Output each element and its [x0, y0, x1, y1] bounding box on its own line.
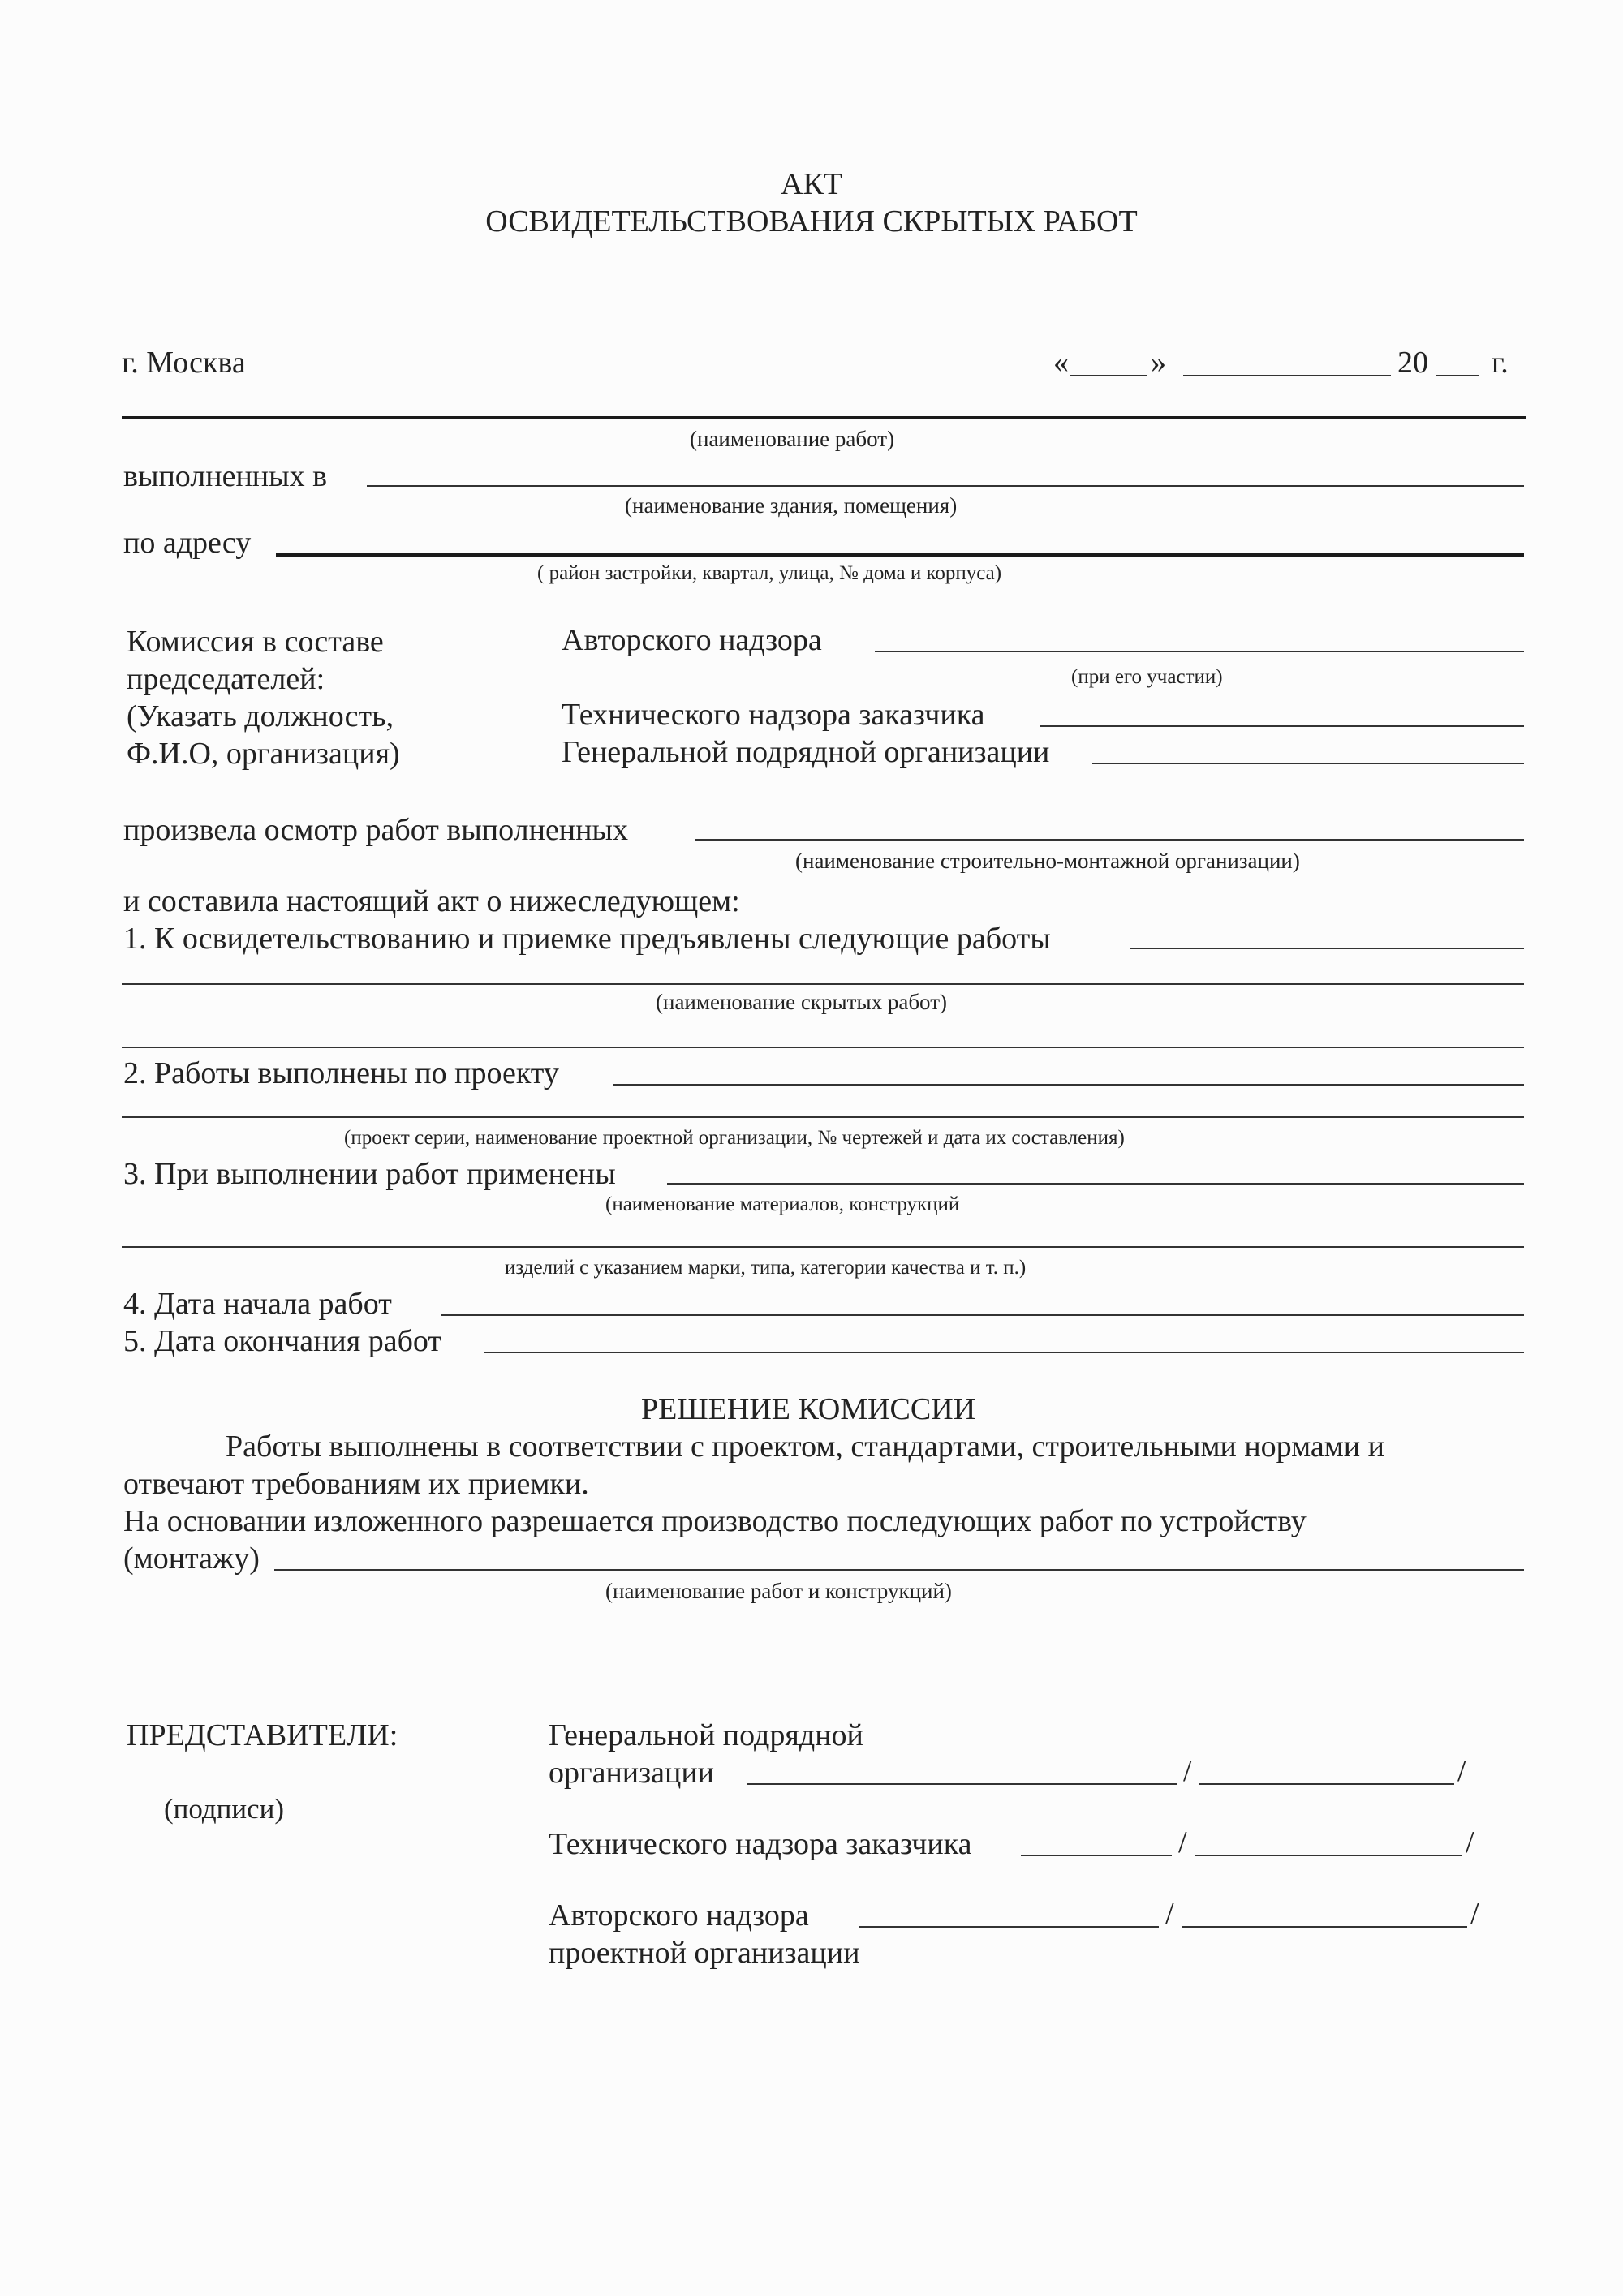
sig-author-line-1: Авторского надзора	[549, 1898, 809, 1933]
item-2-field-line-2[interactable]	[122, 1116, 1524, 1118]
representatives-label: ПРЕДСТАВИТЕЛИ:	[127, 1718, 398, 1752]
date-quote-close: »	[1151, 346, 1166, 380]
decision-para-2-line-2: (монтажу)	[123, 1541, 260, 1576]
sig-author-slash-2: /	[1470, 1897, 1479, 1931]
item-3-label: 3. При выполнении работ применены	[123, 1157, 616, 1191]
caption-materials: (наименование материалов, конструкций	[605, 1193, 960, 1215]
sig-technical-name-field[interactable]	[1195, 1855, 1462, 1856]
item-2-field[interactable]	[613, 1084, 1524, 1086]
label-address: по адресу	[123, 526, 252, 560]
item-1-field[interactable]	[1130, 948, 1524, 949]
caption-building-name: (наименование здания, помещения)	[625, 493, 958, 518]
end-date-field[interactable]	[484, 1352, 1524, 1353]
sig-general-signature-field[interactable]	[747, 1783, 1177, 1785]
author-supervision-field[interactable]	[875, 651, 1524, 652]
item-1-field-line-3[interactable]	[122, 1047, 1524, 1048]
caption-address-details: ( район застройки, квартал, улица, № дома и корпуса)	[537, 562, 1002, 584]
contractor-name-field[interactable]	[695, 839, 1524, 841]
general-contractor-field[interactable]	[1092, 763, 1524, 764]
item-3-field-line-2[interactable]	[122, 1246, 1524, 1248]
item-3-field[interactable]	[667, 1183, 1524, 1185]
commission-label-3: (Указать должность,	[127, 699, 394, 733]
decision-para-1-line-2: отвечают требованиям их приемки.	[123, 1467, 589, 1501]
sig-general-line-2: организации	[549, 1756, 715, 1790]
sig-technical-slash-1: /	[1178, 1825, 1187, 1860]
label-author-supervision: Авторского надзора	[562, 623, 822, 657]
start-date-field[interactable]	[441, 1314, 1524, 1316]
caption-if-present: (при его участии)	[1071, 666, 1223, 688]
item-1-field-line-2[interactable]	[122, 983, 1524, 985]
label-inspected: произвела осмотр работ выполненных	[123, 813, 629, 847]
next-works-field[interactable]	[274, 1569, 1524, 1571]
address-field[interactable]	[276, 553, 1524, 557]
caption-works-name: (наименование работ)	[690, 427, 895, 451]
decision-para-1-line-1: Работы выполнены в соответствии с проектом, стандартами, строительными нормами и	[226, 1430, 1384, 1464]
sig-author-slash-1: /	[1165, 1897, 1174, 1931]
city: г. Москва	[122, 346, 246, 380]
date-year-prefix: 20	[1397, 346, 1428, 380]
item-2-label: 2. Работы выполнены по проекту	[123, 1056, 559, 1090]
sig-general-name-field[interactable]	[1199, 1783, 1454, 1785]
label-performed-in: выполненных в	[123, 459, 328, 493]
sig-general-line-1: Генеральной подрядной	[549, 1718, 863, 1752]
sig-technical-label: Технического надзора заказчика	[549, 1827, 972, 1861]
date-year-field[interactable]	[1436, 375, 1479, 376]
label-compiled: и составила настоящий акт о нижеследующем:	[123, 884, 740, 918]
sig-general-slash-1: /	[1183, 1754, 1192, 1788]
commission-label-2: председателей:	[127, 662, 325, 696]
label-technical-supervision: Технического надзора заказчика	[562, 698, 985, 732]
document-subtitle: ОСВИДЕТЕЛЬСТВОВАНИЯ СКРЫТЫХ РАБОТ	[485, 204, 1138, 239]
label-general-contractor: Генеральной подрядной организации	[562, 735, 1050, 769]
works-name-field[interactable]	[122, 416, 1526, 419]
sig-author-line-2: проектной организации	[549, 1936, 860, 1970]
date-month-field[interactable]	[1183, 375, 1391, 376]
sig-general-slash-2: /	[1457, 1754, 1466, 1788]
technical-supervision-field[interactable]	[1040, 725, 1524, 727]
commission-label-1: Комиссия в составе	[127, 625, 384, 659]
sig-technical-slash-2: /	[1466, 1825, 1474, 1860]
caption-materials-details: изделий с указанием марки, типа, категории качества и т. п.)	[505, 1257, 1027, 1279]
item-4-label: 4. Дата начала работ	[123, 1287, 392, 1321]
commission-label-4: Ф.И.О, организация)	[127, 737, 400, 771]
sig-author-signature-field[interactable]	[859, 1926, 1159, 1928]
decision-para-2-line-1: На основании изложенного разрешается производство последующих работ по устройству	[123, 1504, 1307, 1538]
document-title: АКТ	[781, 167, 842, 201]
item-1-label: 1. К освидетельствованию и приемке предъявлены следующие работы	[123, 922, 1051, 956]
sig-technical-signature-field[interactable]	[1021, 1855, 1172, 1856]
caption-works-and-constructions: (наименование работ и конструкций)	[605, 1579, 952, 1603]
building-name-field[interactable]	[367, 485, 1524, 487]
caption-contractor-name: (наименование строительно-монтажной организации)	[795, 849, 1300, 873]
date-year-suffix: г.	[1492, 346, 1509, 380]
date-day-field[interactable]	[1070, 375, 1147, 376]
date-quote-open: «	[1053, 346, 1069, 380]
caption-hidden-works: (наименование скрытых работ)	[656, 990, 947, 1014]
signatures-note: (подписи)	[164, 1793, 285, 1825]
caption-project-details: (проект серии, наименование проектной организации, № чертежей и дата их составления)	[344, 1127, 1125, 1149]
item-5-label: 5. Дата окончания работ	[123, 1324, 442, 1358]
sig-author-name-field[interactable]	[1182, 1926, 1467, 1928]
decision-heading: РЕШЕНИЕ КОМИССИИ	[641, 1392, 976, 1426]
